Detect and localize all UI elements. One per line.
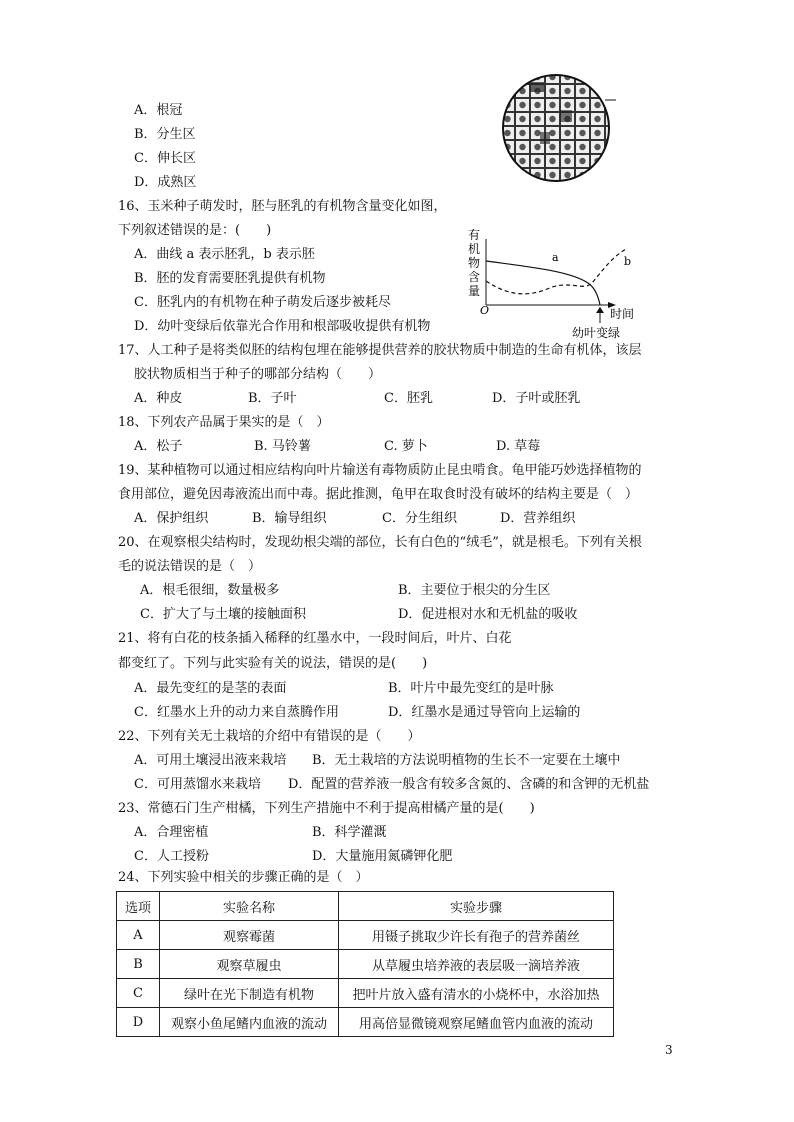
q17-option-b: B．子叶 xyxy=(248,391,297,406)
graph-xlabel: 时间 xyxy=(610,307,635,321)
table-cell: B xyxy=(117,950,160,979)
q23-option-d: D．大量施用氮磷钾化肥 xyxy=(312,849,453,864)
curve-a xyxy=(486,261,600,305)
q19-option-a: A．保护组织 xyxy=(134,511,209,526)
q20-option-b: B．主要位于根尖的分生区 xyxy=(398,583,551,598)
graph-ylabel-4: 含 xyxy=(468,270,481,284)
q18-option-c: C. 萝卜 xyxy=(384,439,428,454)
table-cell: 从草履虫培养液的表层吸一滴培养液 xyxy=(339,950,614,979)
table-cell: C xyxy=(117,979,160,1008)
q18-option-a: A．松子 xyxy=(134,439,183,454)
q20-option-a: A．根毛很细，数量极多 xyxy=(140,583,280,598)
q20-stem-line2: 毛的说法错误的是（ ） xyxy=(118,559,262,574)
q21-option-b: B．叶片中最先变红的是叶脉 xyxy=(388,681,554,696)
q17-stem-line1: 17、人工种子是将类似胚的结构包埋在能够提供营养的胶状物质中制造的生命有机体，该层 xyxy=(118,343,642,358)
q22-option-c: C．可用蒸馏水来栽培 xyxy=(134,777,261,792)
microscope-cells-image xyxy=(500,70,618,186)
table-cell: 观察草履虫 xyxy=(160,950,339,979)
table-header-steps: 实验步骤 xyxy=(339,892,614,921)
q18-option-d: D. 草莓 xyxy=(496,439,541,454)
q22-option-a: A．可用土壤浸出液来栽培 xyxy=(134,753,287,768)
table-cell: 把叶片放入盛有清水的小烧杯中，水浴加热 xyxy=(339,979,614,1008)
q21-stem-line2: 都变红了。下列与此实验有关的说法，错误的是( ) xyxy=(118,656,428,671)
q20-stem-line1: 20、在观察根尖结构时，发现幼根尖端的部位，长有白色的“绒毛”，就是根毛。下列有关根 xyxy=(118,535,642,550)
table-row xyxy=(117,1008,614,1037)
graph-ylabel-5: 量 xyxy=(468,284,481,298)
q19-stem-line2: 食用部位，避免因毒液流出而中毒。据此推测，龟甲在取食时没有破坏的结构主要是（ ） xyxy=(118,487,639,502)
q21-stem-line1: 21、将有白花的枝条插入稀释的红墨水中，一段时间后，叶片、白花 xyxy=(118,631,512,646)
table-row xyxy=(117,950,614,979)
q22-option-b: B．无土栽培的方法说明植物的生长不一定要在土壤中 xyxy=(312,753,621,768)
graph-ylabel-1: 有 xyxy=(468,228,481,242)
q23-option-c: C．人工授粉 xyxy=(134,849,209,864)
q17-stem-line2: 胶状物质相当于种子的哪部分结构（ ） xyxy=(134,367,382,382)
page-number: 3 xyxy=(665,1043,673,1057)
q24-stem: 24、下列实验中相关的步骤正确的是（ ） xyxy=(118,870,369,885)
q17-option-d: D．子叶或胚乳 xyxy=(492,391,581,406)
q15-option-b: B．分生区 xyxy=(134,127,196,142)
q21-option-c: C．红墨水上升的动力来自蒸腾作用 xyxy=(134,705,339,720)
q18-stem: 18、下列农产品属于果实的是（ ） xyxy=(118,415,330,430)
q16-stem-line2: 下列叙述错误的是：( ) xyxy=(118,223,272,238)
table-header-row xyxy=(117,892,614,921)
q19-stem-line1: 19、某种植物可以通过相应结构向叶片输送有毒物质防止昆虫啃食。龟甲能巧妙选择植物的 xyxy=(118,463,642,478)
q16-graph xyxy=(460,225,640,343)
table-cell: 绿叶在光下制造有机物 xyxy=(160,979,339,1008)
q17-option-a: A．种皮 xyxy=(134,391,183,406)
q22-stem: 22、下列有关无土栽培的介绍中有错误的是（ ） xyxy=(118,729,421,744)
table-header-option: 选项 xyxy=(117,892,160,921)
q22-option-d: D．配置的营养液一般含有较多含氮的、含磷的和含钾的无机盐 xyxy=(288,777,650,792)
table-cell: A xyxy=(117,921,160,950)
graph-ylabel-2: 机 xyxy=(468,242,481,256)
q16-option-a: A．曲线 a 表示胚乳，b 表示胚 xyxy=(134,247,315,262)
q23-stem: 23、常德石门生产柑橘，下列生产措施中不利于提高柑橘产量的是( ) xyxy=(118,801,535,816)
q15-option-c: C．伸长区 xyxy=(134,151,196,166)
graph-origin: O xyxy=(480,304,490,317)
q18-option-b: B. 马铃薯 xyxy=(254,439,311,454)
q24-table xyxy=(116,891,614,1037)
table-header-name: 实验名称 xyxy=(160,892,339,921)
q16-option-b: B．胚的发育需要胚乳提供有机物 xyxy=(134,271,326,286)
q20-option-d: D．促进根对水和无机盐的吸收 xyxy=(398,607,578,622)
q23-option-b: B．科学灌溉 xyxy=(312,825,387,840)
table-cell: 用高倍显微镜观察尾鳍血管内血液的流动 xyxy=(339,1008,614,1037)
q17-option-c: C．胚乳 xyxy=(384,391,433,406)
q16-option-d: D．幼叶变绿后依靠光合作用和根部吸收提供有机物 xyxy=(134,319,431,334)
graph-ylabel-3: 物 xyxy=(468,256,481,270)
q20-option-c: C．扩大了与土壤的接触面积 xyxy=(140,607,306,622)
q23-option-a: A．合理密植 xyxy=(134,825,209,840)
q16-option-c: C．胚乳内的有机物在种子萌发后逐步被耗尽 xyxy=(134,295,391,310)
table-row xyxy=(117,979,614,1008)
q19-option-c: C．分生组织 xyxy=(382,511,457,526)
table-cell: 观察霉菌 xyxy=(160,921,339,950)
table-cell: D xyxy=(117,1008,160,1037)
q15-option-d: D．成熟区 xyxy=(134,175,197,190)
q19-option-d: D．营养组织 xyxy=(500,511,576,526)
graph-label-b: b xyxy=(624,255,632,268)
graph-label-a: a xyxy=(552,251,559,264)
q21-option-a: A．最先变红的是茎的表面 xyxy=(134,681,287,696)
graph-arrow-label: 幼叶变绿 xyxy=(572,326,621,340)
q15-option-a: A．根冠 xyxy=(134,103,183,118)
q19-option-b: B．输导组织 xyxy=(252,511,327,526)
table-row xyxy=(117,921,614,950)
q21-option-d: D．红墨水是通过导管向上运输的 xyxy=(388,705,581,720)
q16-stem-line1: 16、玉米种子萌发时，胚与胚乳的有机物含量变化如图， xyxy=(118,199,447,214)
table-cell: 观察小鱼尾鳍内血液的流动 xyxy=(160,1008,339,1037)
table-cell: 用镊子挑取少许长有孢子的营养菌丝 xyxy=(339,921,614,950)
